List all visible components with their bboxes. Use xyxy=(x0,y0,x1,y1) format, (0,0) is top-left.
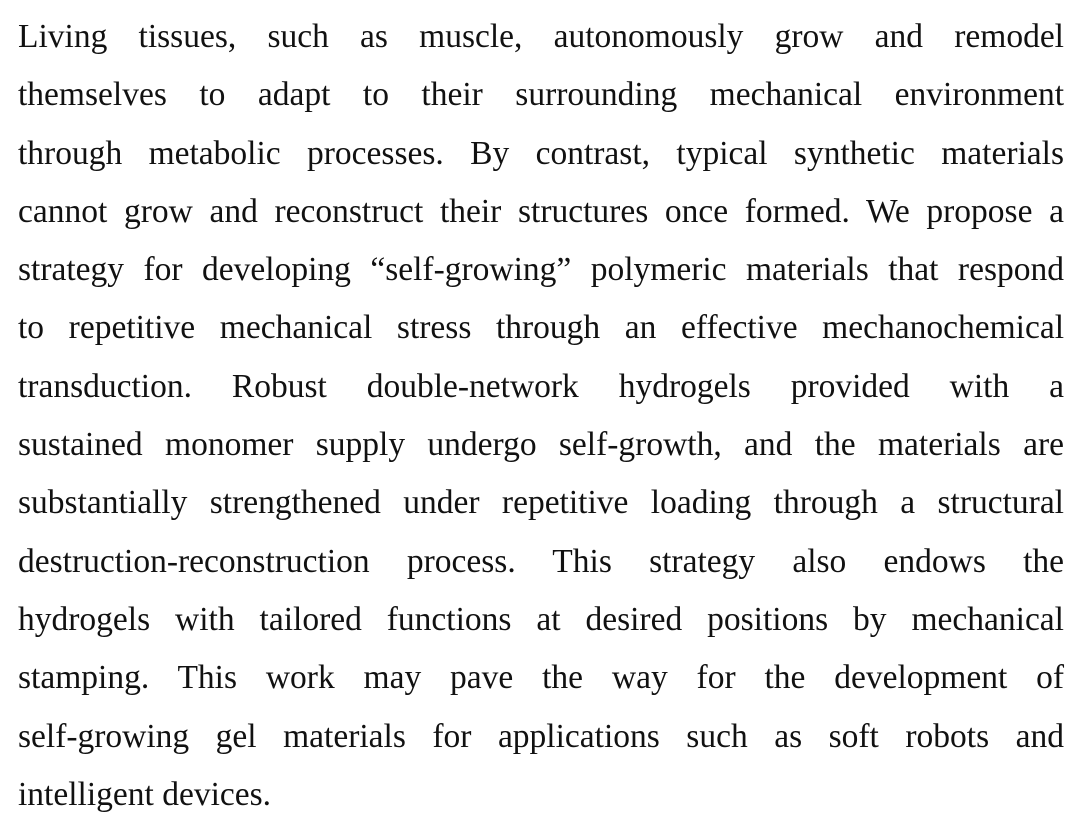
abstract-line-7: transduction. Robust double-network hydrogels provided with a xyxy=(18,367,1064,405)
abstract-line-11: hydrogels with tailored functions at desired positions by mechanical xyxy=(18,600,1064,638)
abstract-line-10: destruction-reconstruction process. This strategy also endows the xyxy=(18,542,1064,580)
abstract-line-4: cannot grow and reconstruct their structures once formed. We propose a xyxy=(18,192,1064,230)
abstract-line-9: substantially strengthened under repetitive loading through a structural xyxy=(18,484,1064,522)
abstract-line-13: self-growing gel materials for applications such as soft robots and xyxy=(18,717,1064,755)
abstract-line-1: Living tissues, such as muscle, autonomously grow and remodel xyxy=(18,18,1064,55)
abstract-paragraph xyxy=(18,8,1064,824)
abstract-line-12: stamping. This work may pave the way for the development of xyxy=(18,659,1064,697)
abstract-line-14: intelligent devices. xyxy=(18,775,272,813)
abstract-line-6: to repetitive mechanical stress through an effective mechanochemical xyxy=(18,309,1064,347)
abstract-line-8: sustained monomer supply undergo self-growth, and the materials are xyxy=(18,426,1064,464)
abstract-line-2: themselves to adapt to their surrounding mechanical environment xyxy=(18,76,1064,114)
abstract-line-3: through metabolic processes. By contrast, typical synthetic materials xyxy=(18,134,1064,172)
abstract-line-5: strategy for developing “self-growing” polymeric materials that respond xyxy=(18,251,1064,289)
